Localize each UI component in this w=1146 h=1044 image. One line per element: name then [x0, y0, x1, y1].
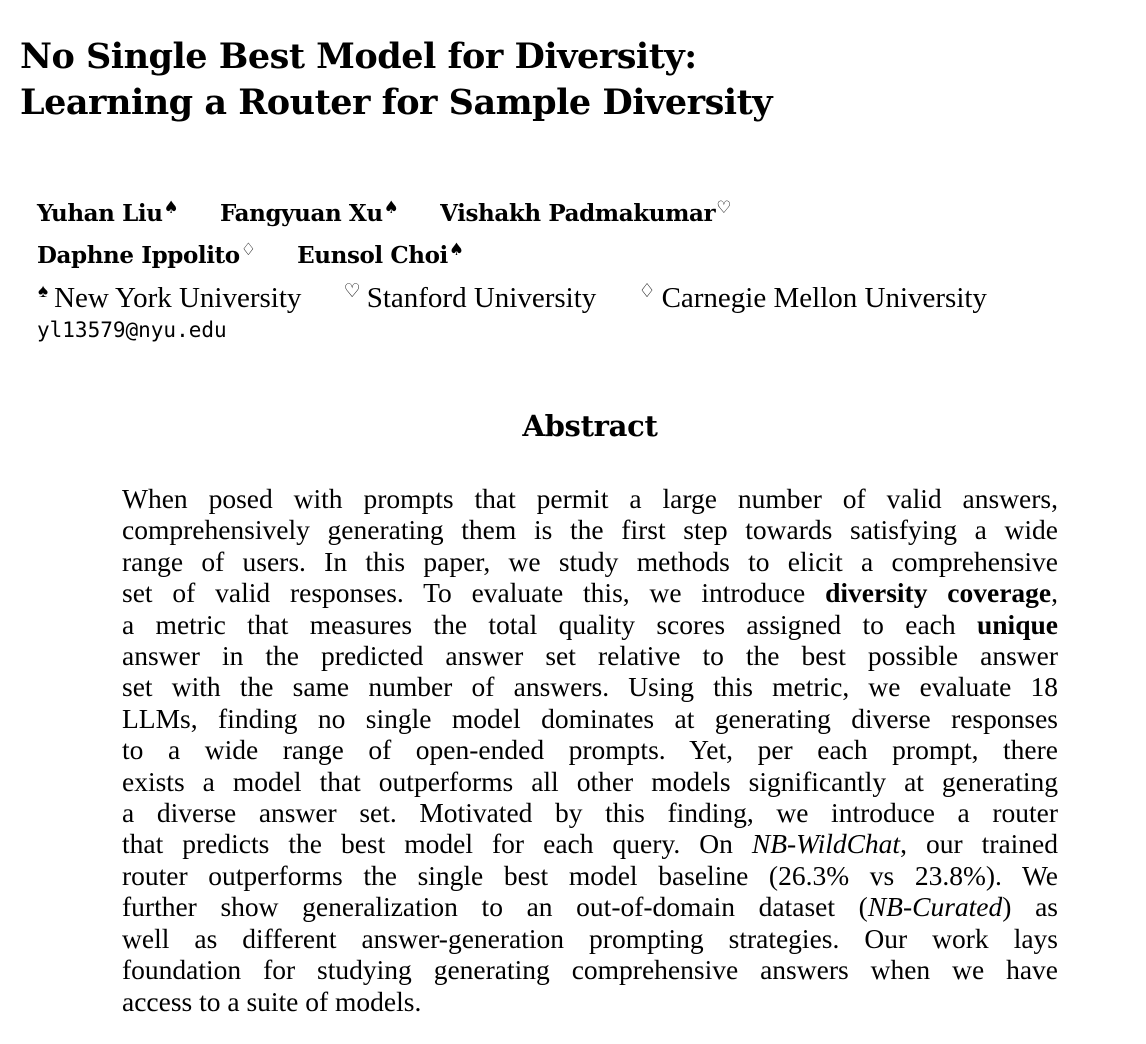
abstract-line: comprehensively generating them is the first step towards satisfying a wide: [122, 514, 1058, 546]
paper-title: [20, 34, 1120, 126]
affiliation-mark: ♡: [716, 198, 732, 218]
term-diversity-coverage: diversity coverage: [825, 577, 1052, 609]
abstract-line: [122, 609, 1058, 640]
author: [220, 190, 399, 232]
title-line-1: No Single Best Model for Diversity:: [20, 36, 697, 77]
author: [297, 232, 464, 274]
author-name: Yuhan Liu: [37, 200, 163, 227]
abstract-line: access to a suite of models.: [122, 985, 422, 1017]
affiliation-mark: ♠: [38, 281, 49, 302]
author-name: Vishakh Padmakumar: [440, 200, 716, 227]
abstract-text-run: set of valid responses. To evaluate this, we introduce: [122, 577, 806, 609]
affiliation-mark: ♠: [448, 240, 464, 260]
abstract-text-run: , our trained: [900, 828, 1059, 860]
abstract-line: router outperforms the single best model baseline (26.3% vs 23.8%). We: [122, 859, 1058, 891]
abstract-line: to a wide range of open-ended prompts. Yet, per each prompt, there: [122, 734, 1058, 766]
author-name: Fangyuan Xu: [219, 200, 383, 227]
abstract-text-run: ,: [1051, 577, 1058, 609]
author-name: Eunsol Choi: [297, 242, 448, 269]
abstract-text-run: a metric that measures the total quality scores assigned to each: [122, 608, 956, 640]
abstract-line: When posed with prompts that permit a large number of valid answers,: [122, 483, 1058, 514]
affiliation: [37, 274, 301, 316]
title-line-2: Learning a Router for Sample Diversity: [20, 82, 773, 123]
affiliation-name: New York University: [54, 282, 302, 314]
affiliation: [343, 274, 597, 316]
abstract-line: exists a model that outperforms all other models significantly at generating: [122, 765, 1058, 797]
affiliation-mark: ♠: [383, 198, 399, 218]
affiliation-name: Stanford University: [366, 282, 597, 314]
author: [37, 190, 178, 232]
abstract-line: range of users. In this paper, we study methods to elicit a comprehensive: [122, 545, 1058, 577]
dataset-name-nb-wildchat: NB-WildChat: [751, 828, 901, 860]
term-unique: unique: [976, 608, 1058, 640]
affiliation-mark: ♡: [343, 281, 361, 302]
affiliation-mark: ♢: [240, 240, 256, 260]
author-row-1: [37, 190, 1127, 232]
contact-email[interactable]: yl13579@nyu.edu: [37, 318, 227, 342]
affiliation-mark: ♠: [163, 198, 179, 218]
abstract-text-run: that predicts the best model for each query. On: [122, 828, 733, 860]
abstract-line: LLMs, finding no single model dominates at generating diverse responses: [122, 702, 1058, 734]
abstract-line: foundation for studying generating comprehensive answers when we have: [122, 954, 1058, 986]
author-block: [37, 190, 1127, 344]
affiliation: [638, 274, 987, 316]
author-name: Daphne Ippolito: [37, 242, 240, 269]
affiliation-mark: ♢: [638, 281, 656, 302]
abstract-line: well as different answer-generation prompting strategies. Our work lays: [122, 922, 1058, 954]
author-row-2: [37, 232, 1127, 274]
abstract-line: set with the same number of answers. Using this metric, we evaluate 18: [122, 671, 1058, 703]
abstract-text: [122, 483, 1058, 1017]
dataset-name-nb-curated: NB-Curated: [867, 891, 1003, 923]
affiliations-row: [37, 274, 1127, 316]
abstract-text-run: further show generalization to an out-of-domain dataset (: [122, 891, 868, 923]
author: [37, 232, 256, 274]
abstract-line: [122, 577, 1058, 608]
abstract-line: answer in the predicted answer set relative to the best possible answer: [122, 640, 1058, 672]
abstract-text-run: ) as: [1002, 891, 1058, 923]
affiliation-name: Carnegie Mellon University: [661, 282, 987, 314]
abstract-line: [122, 891, 1058, 922]
author: [440, 190, 731, 232]
abstract-line: a diverse answer set. Motivated by this finding, we introduce a router: [122, 797, 1058, 829]
abstract-heading: Abstract: [522, 409, 658, 443]
abstract-line: [122, 828, 1058, 859]
